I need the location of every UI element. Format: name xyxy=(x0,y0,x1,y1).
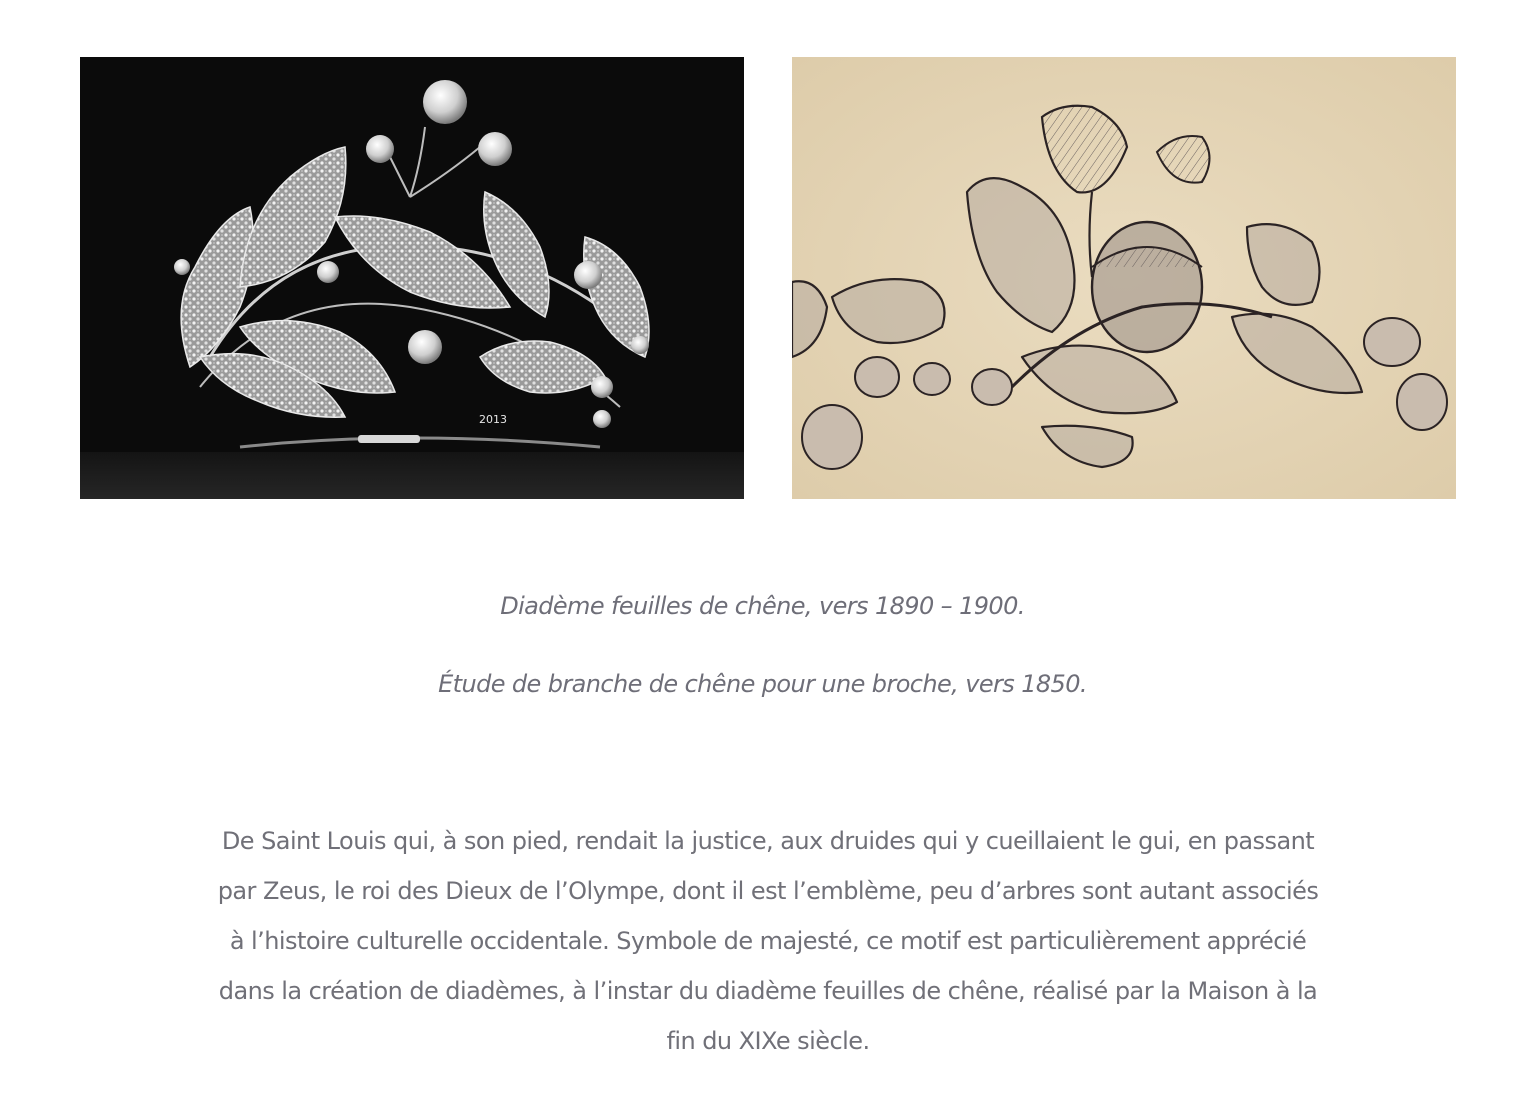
diadem-caption: Diadème feuilles de chêne, vers 1890 – 1900. xyxy=(500,592,1025,620)
sketch-caption: Étude de branche de chêne pour une broche, vers 1850. xyxy=(438,670,1087,698)
oak-branch-sketch-icon xyxy=(792,57,1456,499)
body-paragraph: De Saint Louis qui, à son pied, rendait la justice, aux druides qui y cueillaient le gui, en passant par Zeus, le roi des Dieux de l’Olympe, dont il est l’emblème, peu d’arbres sont autant associés à l’histoire culturelle occidentale. Symbole de majesté, ce motif est particulièrement apprécié dans la création de diadèmes, à l’instar du diadème feuilles de chêne, réalisé par la Maison à la fin du XIXe siècle. xyxy=(217,827,1319,1055)
image-gallery xyxy=(80,57,1456,499)
diadem-photo-image xyxy=(80,57,744,499)
oak-branch-sketch-image xyxy=(792,57,1456,499)
diadem-photo-icon xyxy=(80,57,744,499)
diadem-inscription: 2013 xyxy=(479,413,507,426)
caption-group xyxy=(0,584,1525,706)
